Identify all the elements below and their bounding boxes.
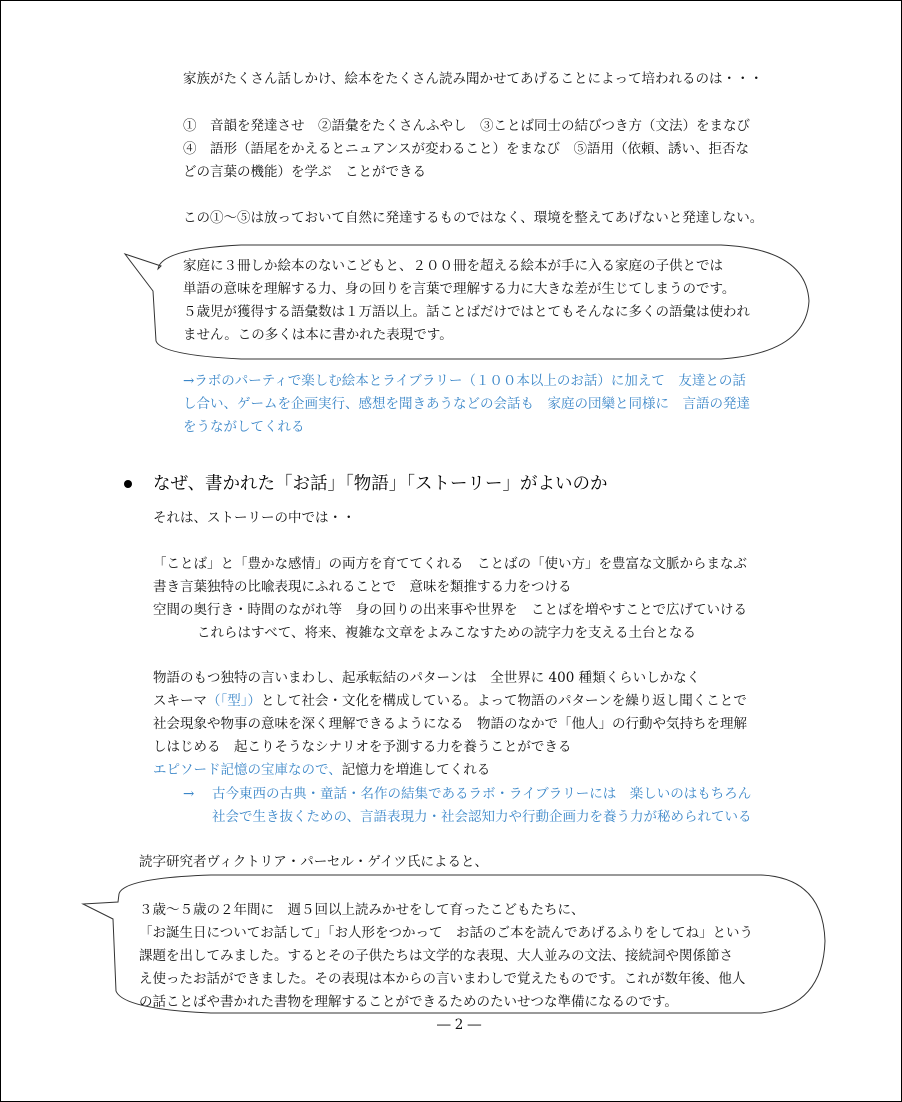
para1-line-4: これらはすべて、将来、複雑な文章をよみこなすための読字力を支える土台となる bbox=[197, 625, 696, 641]
arrow-icon: → bbox=[183, 786, 195, 802]
intro-list-line-3: どの言葉の機能）を学ぶ ことができる bbox=[183, 164, 426, 180]
episode-line bbox=[153, 761, 490, 779]
para1-line-2: 書き言葉独特の比喩表現にふれることで 意味を類推する力をつける bbox=[153, 579, 572, 595]
para1-line-1: 「ことば」と「豊かな感情」の両方を育ててくれる ことばの「使い方」を豊富な文脈からまなぶ bbox=[153, 556, 747, 572]
labo-note-line-3: をうながしてくれる bbox=[183, 419, 305, 435]
para2-line-1: 物語のもつ独特の言いまわし、起承転結のパターンは 全世界に 400 種類くらいしかなく bbox=[153, 670, 701, 686]
bullet-icon bbox=[124, 480, 132, 488]
bubble1-line-4: ません。この多くは本に書かれた表現です。 bbox=[183, 327, 453, 343]
intro-list-line-1: ① 音韻を発達させ ②語彙をたくさんふやし ③ことば同士の結びつき方（文法）をまなび bbox=[183, 118, 750, 134]
researcher-line: 読字研究者ヴィクトリア・パーセル・ゲイツ氏によると、 bbox=[139, 854, 488, 870]
labo-note-line-1: →ラボのパーティで楽しむ絵本とライブラリー（１００本以上のお話）に加えて 友達との話 bbox=[183, 373, 746, 389]
arrow-line-1: 古今東西の古典・童話・名作の結集であるラボ・ライブラリーには 楽しいのはもちろん bbox=[212, 786, 752, 802]
arrow-line-2: 社会で生き抜くための、言語表現力・社会認知力や行動企画力を養う力が秘められている bbox=[212, 809, 752, 825]
labo-note-line-2: し合い、ゲームを企画実行、感想を聞きあうなどの会話も 家庭の団欒と同様に 言語の発達 bbox=[183, 396, 750, 412]
bubble1-line-3: ５歳児が獲得する語彙数は１万語以上。話ことばだけではとてもそんなに多くの語彙は使われ bbox=[183, 304, 750, 320]
page-number: ― 2 ― bbox=[437, 1017, 482, 1033]
section-heading: なぜ、書かれた「お話」「物語」「ストーリー」がよいのか bbox=[153, 474, 608, 494]
bubble2-line-3: 課題を出してみました。するとその子供たちは文学的な表現、大人並みの文法、接続詞や関係節さ bbox=[139, 948, 733, 964]
bubble2-line-4: え使ったお話ができました。その表現は本からの言いまわしで覚えたものです。これが数年後、他人 bbox=[139, 971, 746, 987]
bubble1-line-1: 家庭に３冊しか絵本のないこどもと、２００冊を超える絵本が手に入る家庭の子供とでは bbox=[183, 258, 723, 274]
para2-line-4: しはじめる 起こりそうなシナリオを予測する力を養うことができる bbox=[153, 739, 572, 755]
schema-term: スキーマ bbox=[153, 693, 207, 709]
bubble2-line-2: 「お誕生日についてお話して」「お人形をつかって お話のご本を読んであげるふりをしてね」という bbox=[139, 925, 753, 941]
para2-line-2 bbox=[153, 692, 747, 710]
episode-memory-blue: エピソード記憶の宝庫なので、 bbox=[153, 762, 342, 778]
bubble2-line-1: ３歳～５歳の２年間に 週５回以上読みかせをして育ったこどもたちに、 bbox=[139, 902, 585, 918]
para1-line-3: 空間の奥行き・時間のながれ等 身の回りの出来事や世界を ことばを増やすことで広げていける bbox=[153, 602, 747, 618]
episode-memory-black: 記憶力を増進してくれる bbox=[341, 762, 491, 778]
schema-type-note: （「型」） bbox=[207, 693, 261, 709]
intro-line: 家族がたくさん話しかけ、絵本をたくさん読み聞かせてあげることによって培われるのは・・・ bbox=[183, 71, 763, 87]
intro-list-line-2: ④ 語形（語尾をかえるとニュアンスが変わること）をまなび ⑤語用（依頼、誘い、拒否な bbox=[183, 141, 750, 157]
intro-note: この①～⑤は放っておいて自然に発達するものではなく、環境を整えてあげないと発達しない。 bbox=[183, 210, 764, 226]
section-lead: それは、ストーリーの中では・・ bbox=[153, 510, 356, 526]
para2-line-3: 社会現象や物事の意味を深く理解できるようになる 物語のなかで「他人」の行動や気持ちを理解 bbox=[153, 716, 747, 732]
bubble1-line-2: 単語の意味を理解する力、身の回りを言葉で理解する力に大きな差が生じてしまうのです。 bbox=[183, 281, 736, 297]
para2-line-2-rest: として社会・文化を構成している。よって物語のパターンを繰り返し聞くことで bbox=[261, 693, 747, 709]
bubble2-line-5: の話ことばや書かれた書物を理解することができるためのたいせつな準備になるのです。 bbox=[139, 994, 678, 1010]
